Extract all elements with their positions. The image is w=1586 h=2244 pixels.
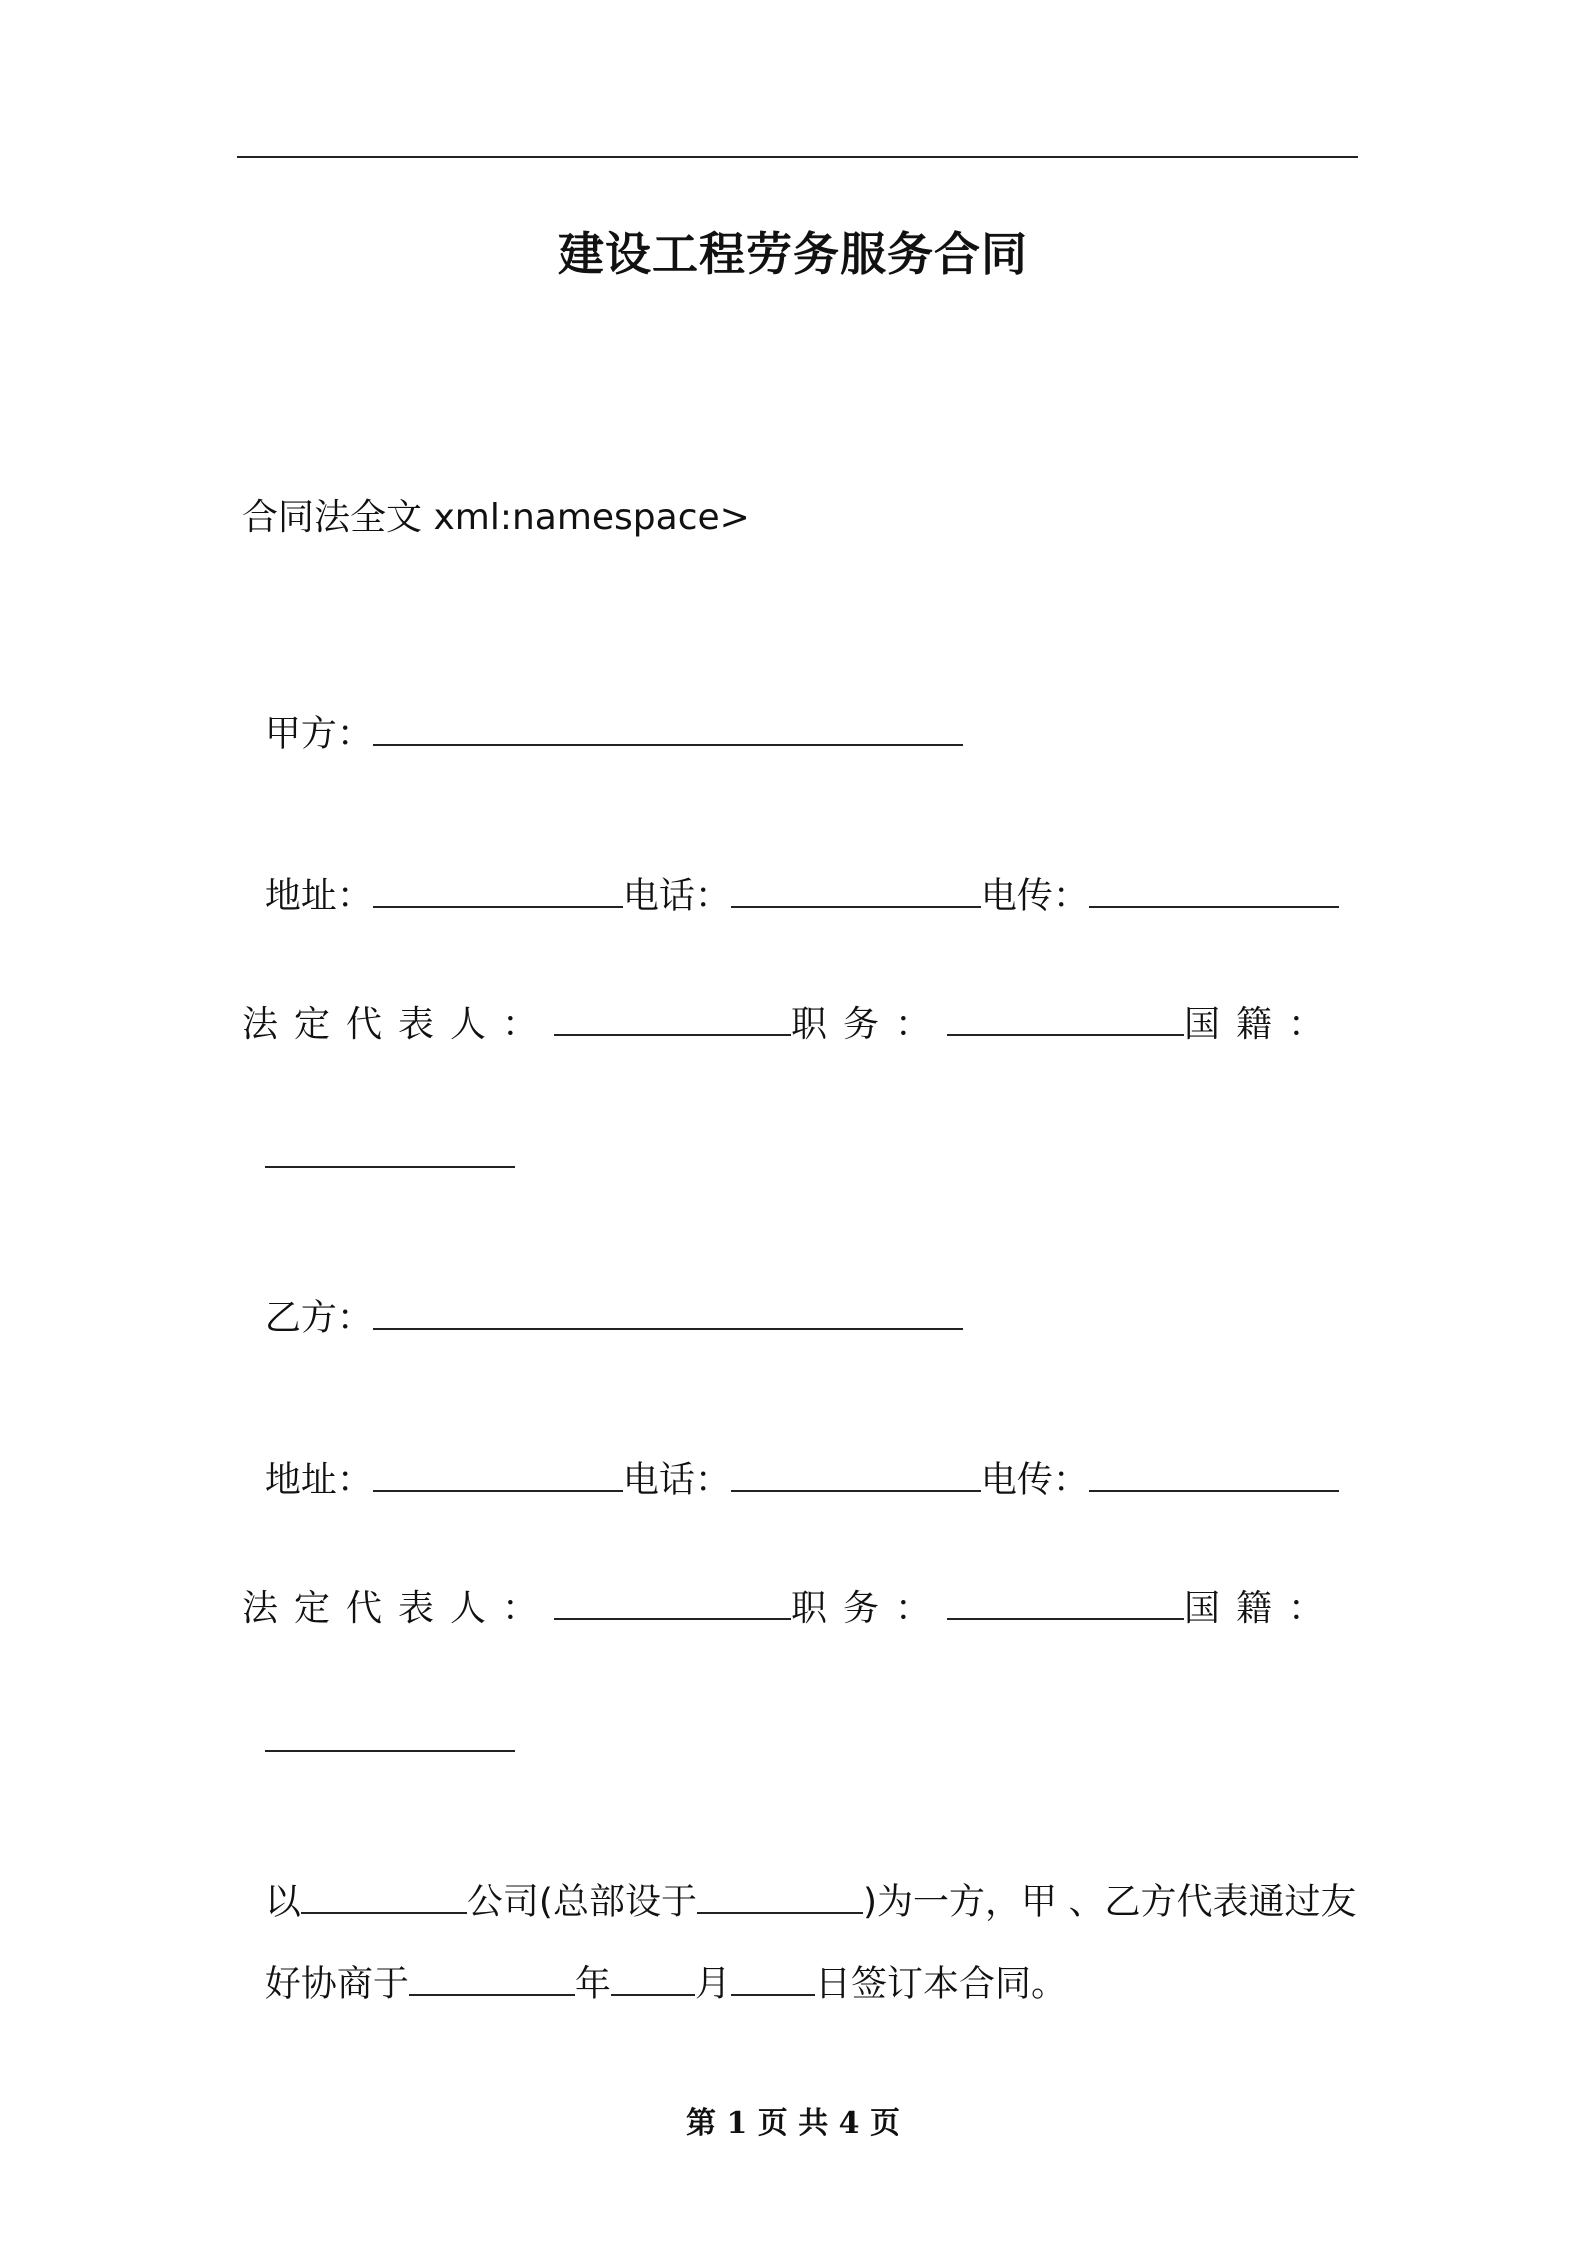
party-b-nationality-field[interactable] bbox=[265, 1717, 515, 1751]
subtitle-line: 合同法全文 xml:namespace> bbox=[242, 497, 750, 538]
party-a-rep-line bbox=[242, 996, 1340, 1047]
party-a-phone-field[interactable] bbox=[731, 873, 981, 907]
intro-text-4: 好协商于 bbox=[264, 1963, 409, 2005]
party-b-fax-field[interactable] bbox=[1089, 1457, 1339, 1491]
company-name-field[interactable] bbox=[301, 1879, 467, 1913]
intro-text-1: 以 bbox=[264, 1881, 301, 1923]
party-b-fax-label: 电传： bbox=[980, 1459, 1089, 1501]
party-b-address-label: 地址： bbox=[264, 1459, 373, 1501]
page-number: 第 1 页 共 4 页 bbox=[686, 2106, 900, 2141]
party-b-line bbox=[242, 1252, 963, 1340]
party-a-nationality-line bbox=[242, 1090, 515, 1178]
party-a-fax-label: 电传： bbox=[980, 875, 1089, 917]
party-a-fax-field[interactable] bbox=[1089, 873, 1339, 907]
party-b-nationality-line bbox=[242, 1674, 515, 1762]
party-a-position-label: 职务： bbox=[790, 1004, 947, 1045]
party-a-address-field[interactable] bbox=[373, 873, 623, 907]
party-b-name-field[interactable] bbox=[373, 1295, 963, 1329]
party-a-rep-label: 法定代表人： bbox=[242, 1004, 555, 1045]
party-a-nationality-field[interactable] bbox=[265, 1133, 515, 1167]
document-title: 建设工程劳务服务合同 bbox=[558, 227, 1028, 281]
party-a-rep-field[interactable] bbox=[554, 1002, 791, 1036]
party-a-label: 甲方： bbox=[264, 713, 373, 755]
intro-text-2: 公司(总部设于 bbox=[466, 1881, 697, 1923]
party-b-label: 乙方： bbox=[264, 1297, 373, 1339]
intro-text-7: 日签订本合同。 bbox=[814, 1963, 1067, 2005]
party-b-contact-line bbox=[242, 1414, 1339, 1502]
party-b-address-field[interactable] bbox=[373, 1457, 623, 1491]
party-a-phone-label: 电话： bbox=[622, 875, 731, 917]
intro-text-3: )为一方，甲 、乙方代表通过友 bbox=[862, 1881, 1357, 1923]
party-a-contact-line bbox=[242, 830, 1339, 918]
party-a-address-label: 地址： bbox=[264, 875, 373, 917]
party-a-line bbox=[242, 668, 963, 756]
party-b-phone-label: 电话： bbox=[622, 1459, 731, 1501]
party-b-position-field[interactable] bbox=[947, 1586, 1184, 1620]
party-b-rep-line bbox=[242, 1580, 1340, 1631]
year-field[interactable] bbox=[409, 1961, 575, 1995]
party-a-name-field[interactable] bbox=[373, 711, 963, 745]
intro-line-1 bbox=[242, 1836, 1356, 1924]
party-b-rep-field[interactable] bbox=[554, 1586, 791, 1620]
party-b-position-label: 职务： bbox=[790, 1588, 947, 1629]
party-a-position-field[interactable] bbox=[947, 1002, 1184, 1036]
party-b-phone-field[interactable] bbox=[731, 1457, 981, 1491]
party-b-rep-label: 法定代表人： bbox=[242, 1588, 555, 1629]
month-field[interactable] bbox=[611, 1961, 695, 1995]
intro-text-6: 月 bbox=[694, 1963, 731, 2005]
headquarters-field[interactable] bbox=[697, 1879, 863, 1913]
party-a-nationality-label: 国籍： bbox=[1183, 1004, 1340, 1045]
header-rule bbox=[237, 156, 1358, 158]
day-field[interactable] bbox=[731, 1961, 815, 1995]
intro-text-5: 年 bbox=[574, 1963, 611, 2005]
party-b-nationality-label: 国籍： bbox=[1183, 1588, 1340, 1629]
intro-line-2 bbox=[242, 1918, 1067, 2006]
